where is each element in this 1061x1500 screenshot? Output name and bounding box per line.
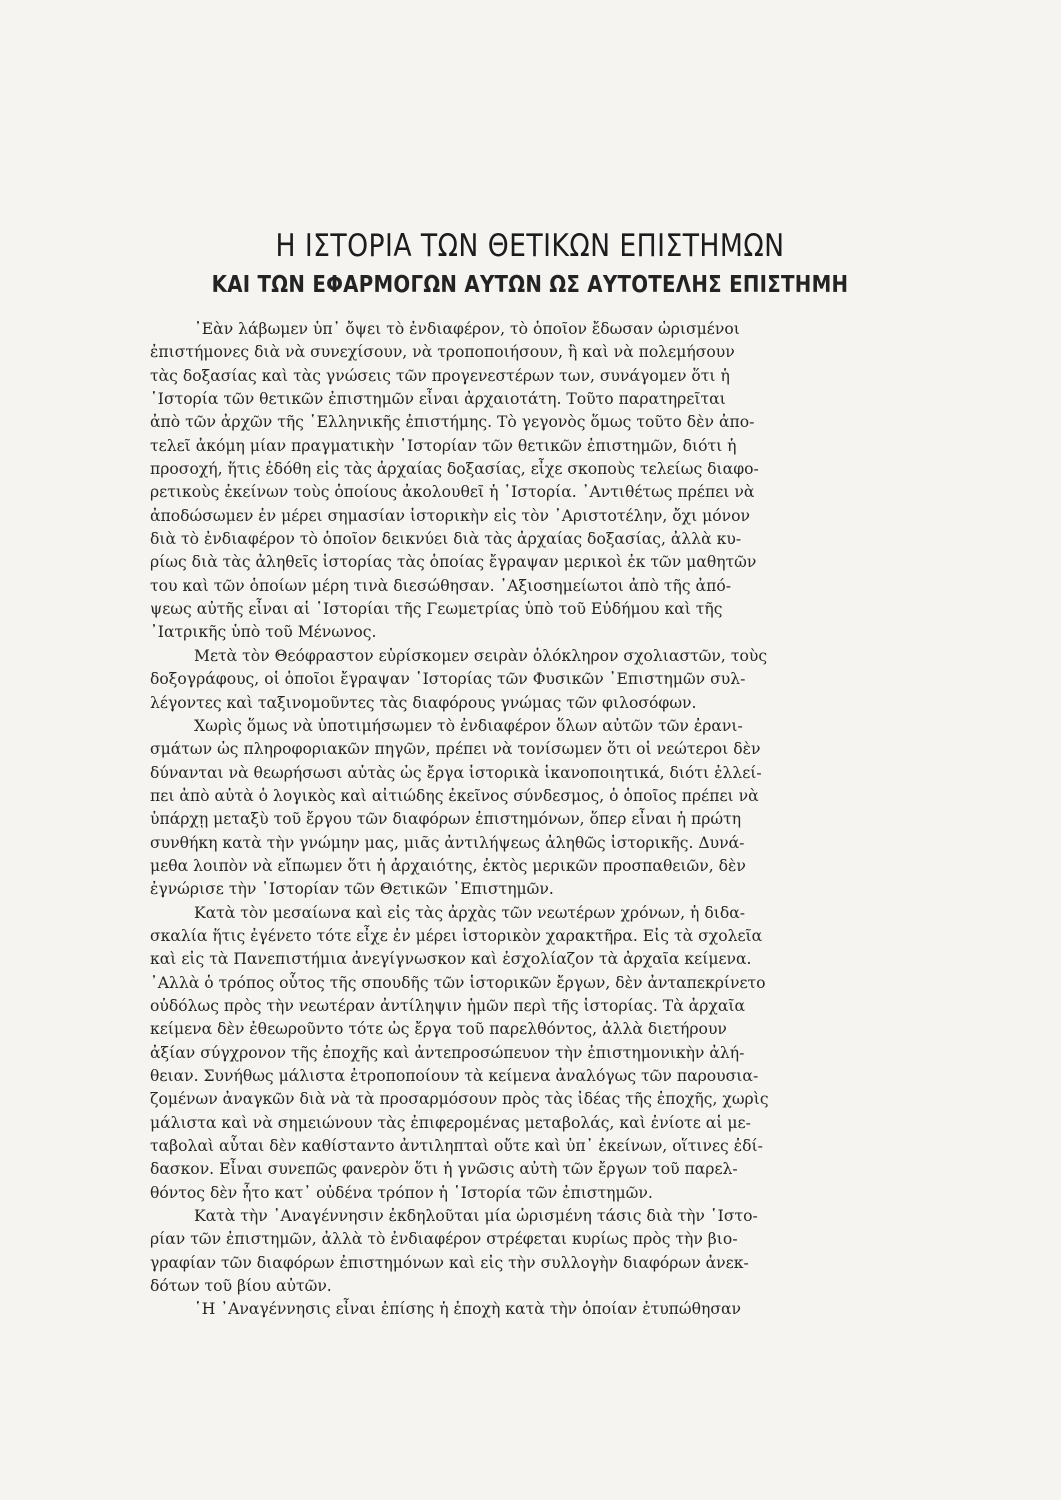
text-line: Χωρὶς ὅμως νὰ ὑποτιμήσωμεν τὸ ἐνδιαφέρον ὅλων αὐτῶν τῶν ἐρανι- — [194, 716, 743, 735]
text-line: δοξογράφους, οἱ ὁποῖοι ἔγραψαν ῾Ιστορίας τῶν Φυσικῶν ᾿Επιστημῶν συλ- — [150, 670, 746, 689]
text-line: λέγοντες καὶ ταξινομοῦντες τὰς διαφόρους γνώμας τῶν φιλοσόφων. — [150, 693, 697, 712]
page-title: Η ΙΣΤΟΡΙΑ ΤΩΝ ΘΕΤΙΚΩΝ ΕΠΙΣΤΗΜΩΝ — [275, 228, 785, 264]
text-line: ρετικοὺς ἐκείνων τοὺς ὁποίους ἀκολουθεῖ ἡ ῾Ιστορία. ᾿Αντιθέτως πρέπει νὰ — [150, 483, 755, 502]
text-line: ῾Ιστορία τῶν θετικῶν ἐπιστημῶν εἶναι ἀρχαιοτάτη. Τοῦτο παρατηρεῖται — [150, 390, 726, 409]
text-line: ὑπάρχῃ μεταξὺ τοῦ ἔργου τῶν διαφόρων ἐπιστημόνων, ὅπερ εἶναι ἡ πρώτη — [150, 810, 742, 829]
text-line: ἐγνώρισε τὴν ῾Ιστορίαν τῶν Θετικῶν ᾿Επιστημῶν. — [150, 880, 554, 899]
text-line: Κατὰ τὸν μεσαίωνα καὶ εἰς τὰς ἀρχὰς τῶν νεωτέρων χρόνων, ἡ διδα- — [194, 903, 746, 922]
text-line: ῾Η ᾿Αναγέννησις εἶναι ἐπίσης ἡ ἐποχὴ κατὰ τὴν ὁποίαν ἐτυπώθησαν — [194, 1300, 742, 1319]
text-line: δότων τοῦ βίου αὐτῶν. — [150, 1277, 332, 1296]
page-subtitle: ΚΑΙ ΤΩΝ ΕΦΑΡΜΟΓΩΝ ΑΥΤΩΝ ΩΣ ΑΥΤΟΤΕΛΗΣ ΕΠΙΣΤΗΜΗ — [211, 272, 849, 298]
text-line: σμάτων ὡς πληροφοριακῶν πηγῶν, πρέπει νὰ τονίσωμεν ὅτι οἱ νεώτεροι δὲν — [150, 740, 761, 759]
text-line: τελεῖ ἀκόμη μίαν πραγματικὴν ῾Ιστορίαν τῶν θετικῶν ἐπιστημῶν, διότι ἡ — [150, 436, 737, 455]
text-line: μεθα λοιπὸν νὰ εἴπωμεν ὅτι ἡ ἀρχαιότης, ἐκτὸς μερικῶν προσπαθειῶν, δὲν — [150, 856, 746, 875]
text-line: ψεως αὐτῆς εἶναι αἱ ῾Ιστορίαι τῆς Γεωμετρίας ὑπὸ τοῦ Εὐδήμου καὶ τῆς — [150, 600, 723, 619]
text-line: καὶ εἰς τὰ Πανεπιστήμια ἀνεγίγνωσκον καὶ ἐσχολίαζον τὰ ἀρχαῖα κείμενα. — [150, 950, 752, 969]
paragraph — [150, 645, 907, 715]
text-line: συνθήκη κατὰ τὴν γνώμην μας, μιᾶς ἀντιλήψεως ἀληθῶς ἱστορικῆς. Δυνά- — [150, 833, 745, 852]
text-line: οὐδόλως πρὸς τὴν νεωτέραν ἀντίληψιν ἡμῶν περὶ τῆς ἱστορίας. Τὰ ἀρχαῖα — [150, 996, 745, 1015]
text-line: γραφίαν τῶν διαφόρων ἐπιστημόνων καὶ εἰς τὴν συλλογὴν διαφόρων ἀνεκ- — [150, 1253, 749, 1272]
text-line: Κατὰ τὴν ᾿Αναγέννησιν ἐκδηλοῦται μία ὡρισμένη τάσις διὰ τὴν ῾Ιστο- — [194, 1207, 758, 1226]
text-line: ζομένων ἀναγκῶν διὰ νὰ τὰ προσαρμόσουν πρὸς τὰς ἰδέας τῆς ἐποχῆς, χωρὶς — [150, 1090, 769, 1109]
text-line: κείμενα δὲν ἐθεωροῦντο τότε ὡς ἔργα τοῦ παρελθόντος, ἀλλὰ διετήρουν — [150, 1020, 727, 1039]
body-text — [150, 318, 907, 1322]
text-line: πει ἀπὸ αὐτὰ ὁ λογικὸς καὶ αἰτιώδης ἐκεῖνος σύνδεσμος, ὁ ὁποῖος πρέπει νὰ — [150, 786, 759, 805]
text-line: διὰ τὸ ἐνδιαφέρον τὸ ὁποῖον δεικνύει διὰ τὰς ἀρχαίας δοξασίας, ἀλλὰ κυ- — [150, 530, 742, 549]
text-line: ρίαν τῶν ἐπιστημῶν, ἀλλὰ τὸ ἐνδιαφέρον στρέφεται κυρίως πρὸς τὴν βιο- — [150, 1230, 738, 1249]
text-line: θόντος δὲν ἦτο κατ᾿ οὐδένα τρόπον ἡ ῾Ιστορία τῶν ἐπιστημῶν. — [150, 1183, 653, 1202]
paragraph — [150, 1298, 907, 1321]
paragraph — [150, 318, 907, 645]
text-line: ᾿Εὰν λάβωμεν ὑπ᾿ ὄψει τὸ ἐνδιαφέρον, τὸ ὁποῖον ἔδωσαν ὡρισμένοι — [194, 320, 740, 338]
paragraph — [150, 715, 907, 902]
text-line: ἀξίαν σύγχρονον τῆς ἐποχῆς καὶ ἀντεπροσώπευον τὴν ἐπιστημονικὴν ἀλή- — [150, 1043, 745, 1062]
text-line: δασκον. Εἶναι συνεπῶς φανερὸν ὅτι ἡ γνῶσις αὐτὴ τῶν ἔργων τοῦ παρελ- — [150, 1160, 738, 1179]
text-line: ᾿Ιατρικῆς ὑπὸ τοῦ Μένωνος. — [150, 623, 377, 642]
text-line: σκαλία ἥτις ἐγένετο τότε εἶχε ἐν μέρει ἱστορικὸν χαρακτῆρα. Εἰς τὰ σχολεῖα — [150, 926, 763, 945]
text-line: μάλιστα καὶ νὰ σημειώνουν τὰς ἐπιφερομένας μεταβολάς, καὶ ἐνίοτε αἱ με- — [150, 1113, 751, 1132]
text-line: ᾿Αλλὰ ὁ τρόπος οὗτος τῆς σπουδῆς τῶν ἱστορικῶν ἔργων, δὲν ἀνταπεκρίνετο — [150, 973, 766, 992]
paragraph — [150, 1205, 907, 1298]
text-line: προσοχή, ἥτις ἐδόθη εἰς τὰς ἀρχαίας δοξασίας, εἶχε σκοποὺς τελείως διαφο- — [150, 460, 759, 479]
text-line: του καὶ τῶν ὁποίων μέρη τινὰ διεσώθησαν. ᾿Αξιοσημείωτοι ἀπὸ τῆς ἀπό- — [150, 576, 731, 595]
paragraph — [150, 902, 907, 1205]
text-line: τὰς δοξασίας καὶ τὰς γνώσεις τῶν προγενεστέρων των, συνάγομεν ὅτι ἡ — [150, 366, 730, 385]
text-line: ἐπιστήμονες διὰ νὰ συνεχίσουν, νὰ τροποποιήσουν, ἢ καὶ νὰ πολεμήσουν — [150, 343, 735, 362]
text-line: ταβολαὶ αὗται δὲν καθίσταντο ἀντιληπταὶ οὔτε καὶ ὑπ᾿ ἐκείνων, οἵτινες ἐδί- — [150, 1137, 763, 1156]
text-line: ἀπὸ τῶν ἀρχῶν τῆς ῾Ελληνικῆς ἐπιστήμης. Τὸ γεγονὸς ὅμως τοῦτο δὲν ἀπο- — [150, 413, 755, 432]
text-line: Μετὰ τὸν Θεόφραστον εὑρίσκομεν σειρὰν ὁλόκληρον σχολιαστῶν, τοὺς — [194, 646, 768, 665]
text-line: δύνανται νὰ θεωρήσωσι αὐτὰς ὡς ἔργα ἱστορικὰ ἱκανοποιητικά, διότι ἐλλεί- — [150, 763, 762, 782]
text-line: ρίως διὰ τὰς ἀληθεῖς ἱστορίας τὰς ὁποίας ἔγραψαν μερικοὶ ἐκ τῶν μαθητῶν — [150, 553, 757, 572]
text-line: ἀποδώσωμεν ἐν μέρει σημασίαν ἱστορικὴν εἰς τὸν ᾿Αριστοτέλην, ὄχι μόνον — [150, 506, 751, 525]
text-line: θειαν. Συνήθως μάλιστα ἐτροποποίουν τὰ κείμενα ἀναλόγως τῶν παρουσια- — [150, 1067, 759, 1085]
